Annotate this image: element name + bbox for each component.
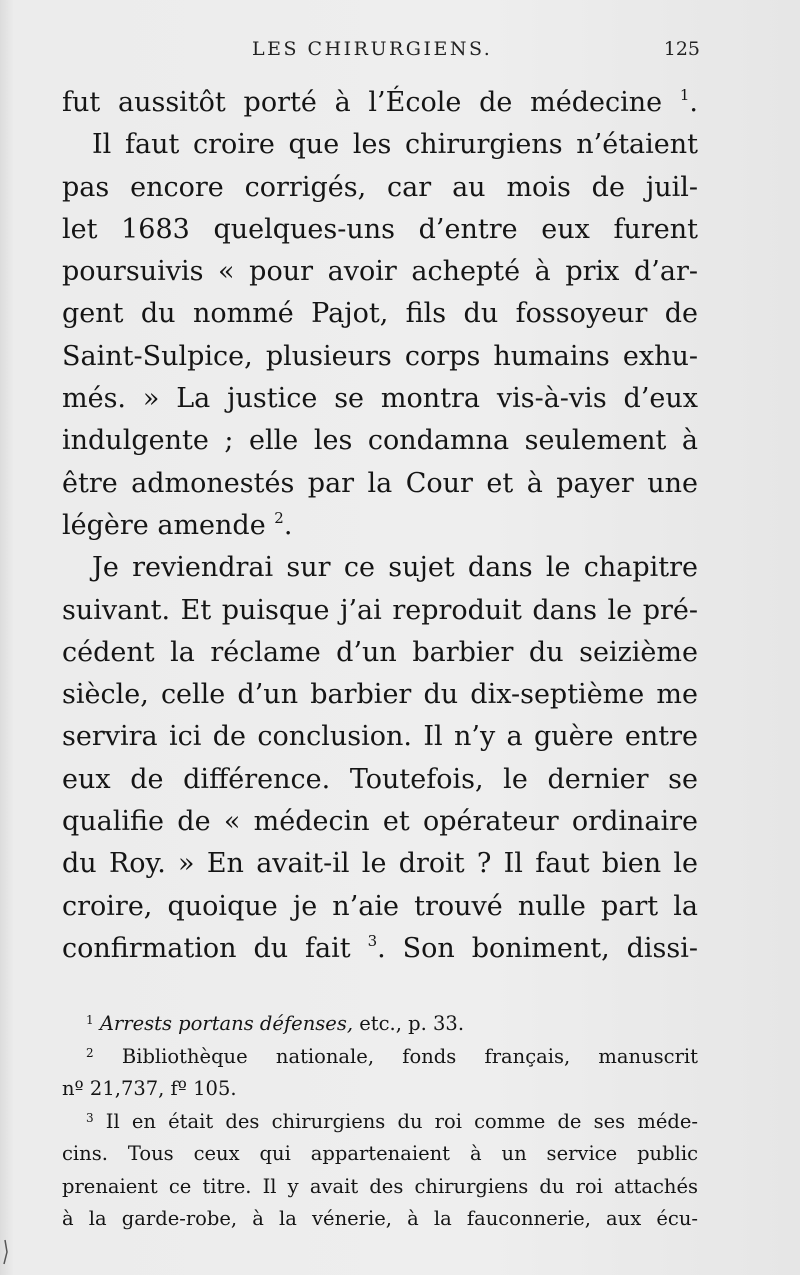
- text-line: servira ici de conclusion. Il n’y a guère entre: [62, 721, 698, 753]
- footnote-line: prenaient ce titre. Il y avait des chirurgiens du roi attachés: [62, 1174, 698, 1198]
- footnote-line: nº 21,737, fº 105.: [62, 1077, 237, 1100]
- text-line: indulgente ; elle les condamna seulement à: [62, 425, 698, 457]
- footnote-1: $^1$ Arrests portans défenses, etc., p. 33.: [86, 1012, 465, 1035]
- body-text: [62, 82, 698, 970]
- footnote-ref[interactable]: 2: [274, 508, 284, 527]
- text-line: légère amende $^2$.: [62, 508, 293, 541]
- text-line: let 1683 quelques-uns d’entre eux furent: [62, 213, 698, 245]
- footnote-3: $^3$ Il en était des chirurgiens du roi comme de ses méde-: [86, 1109, 698, 1133]
- text-line: Je reviendrai sur ce sujet dans le chapitre: [92, 552, 698, 584]
- text-line: être admonestés par la Cour et à payer une: [62, 467, 698, 499]
- text-line: pas encore corrigés, car au mois de juil-: [62, 171, 698, 203]
- text-line: Saint-Sulpice, plusieurs corps humains exhu-: [62, 340, 698, 372]
- footnote-mark: 1: [86, 1013, 94, 1027]
- footnote-line: cins. Tous ceux qui appartenaient à un service public: [62, 1142, 698, 1165]
- footnote-mark: 3: [86, 1110, 94, 1125]
- text-line: qualifie de « médecin et opérateur ordinaire: [62, 806, 698, 838]
- text-line: fut aussitôt porté à l’École de médecine $^1$.: [62, 86, 698, 118]
- running-title: LES CHIRURGIENS.: [252, 38, 493, 60]
- text-line: cédent la réclame d’un barbier du seizième: [62, 636, 698, 668]
- page-header: [62, 34, 698, 70]
- text-line: poursuivis « pour avoir achepté à prix d’ar-: [62, 256, 698, 288]
- text-line: suivant. Et puisque j’ai reproduit dans le pré-: [62, 594, 698, 626]
- text-line: siècle, celle d’un barbier du dix-septième me: [62, 679, 698, 711]
- footnote-2: $^2$ Bibliothèque nationale, fonds français, manuscrit: [86, 1044, 698, 1068]
- text-line: eux de différence. Toutefois, le dernier se: [62, 763, 698, 795]
- footnotes: [62, 1008, 698, 1236]
- footnote-mark: 2: [86, 1045, 94, 1060]
- text-line: més. » La justice se montra vis-à-vis d’eux: [62, 383, 698, 415]
- footnote-ref[interactable]: 3: [367, 931, 378, 950]
- page-number: 125: [663, 38, 700, 60]
- binding-mark-icon: [2, 1238, 12, 1266]
- text-line: confirmation du fait $^3$. Son boniment, dissi-: [62, 931, 698, 964]
- footnote-ref[interactable]: 1: [679, 86, 690, 104]
- footnote-line: à la garde-robe, à la vénerie, à la fauconnerie, aux écu-: [62, 1207, 698, 1230]
- text-line: Il faut croire que les chirurgiens n’étaient: [92, 129, 698, 161]
- text-line: croire, quoique je n’aie trouvé nulle part la: [62, 890, 698, 922]
- text-line: du Roy. » En avait-il le droit ? Il faut bien le: [62, 848, 698, 880]
- text-line: gent du nommé Pajot, fils du fossoyeur de: [62, 298, 698, 330]
